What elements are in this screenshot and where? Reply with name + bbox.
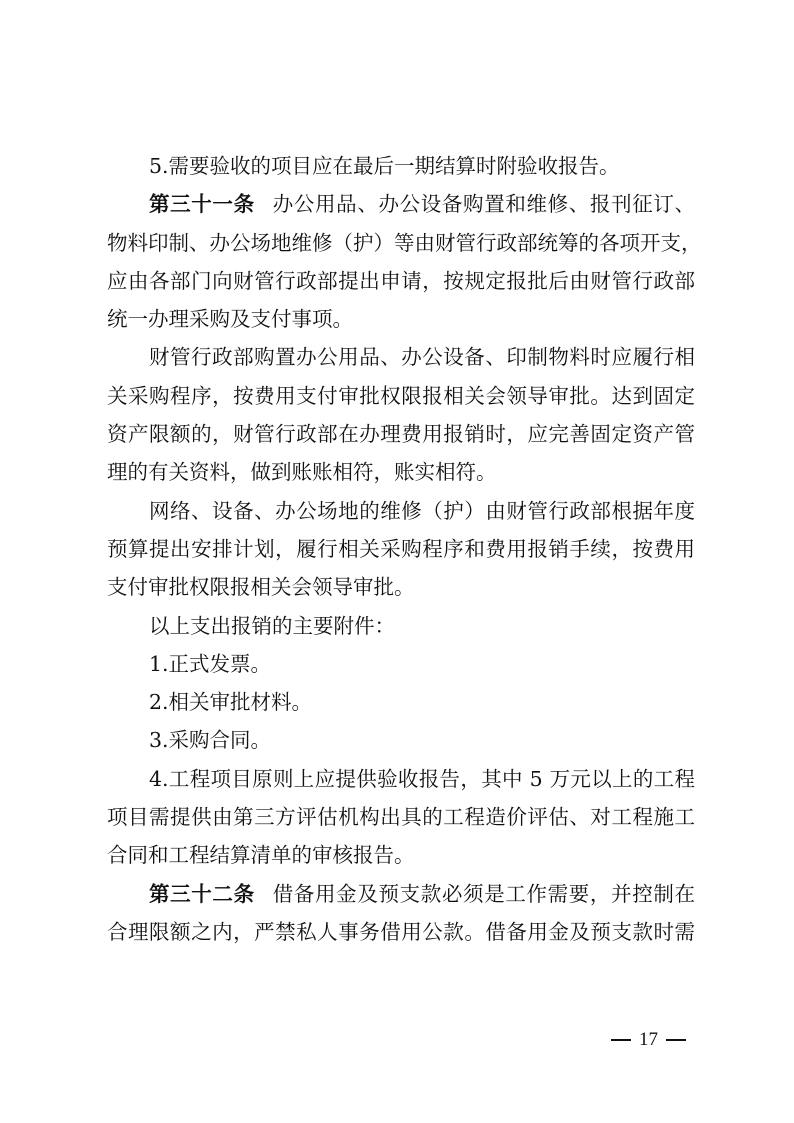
- text-line: 以上支出报销的主要附件：: [149, 613, 395, 638]
- text-line: 借备用金及预支款必须是工作需要，并控制在: [272, 881, 696, 906]
- list-item: 3.采购合同。: [149, 728, 272, 753]
- text-line: 理的有关资料，做到账账相符，账实相符。: [107, 460, 497, 485]
- article-heading: 第三十一条: [149, 192, 255, 217]
- list-item: 1.正式发票。: [149, 651, 272, 676]
- text-line: 网络、设备、办公场地的维修（护）由财管行政部根据年度: [149, 498, 695, 523]
- article-heading: 第三十二条: [149, 881, 255, 906]
- text-line: 物料印制、办公场地维修（护）等由财管行政部统筹的各项开支，: [107, 230, 702, 255]
- text-line: 办公用品、办公设备购置和维修、报刊征订、: [272, 192, 696, 217]
- body-text: [107, 147, 702, 951]
- dash-left: [611, 1039, 631, 1041]
- text-line: 合理限额之内，严禁私人事务借用公款。借备用金及预支款时需: [107, 919, 695, 944]
- text-line: 资产限额的，财管行政部在办理费用报销时，应完善固定资产管: [107, 422, 695, 447]
- text-line: 项目需提供由第三方评估机构出具的工程造价评估、对工程施工: [107, 805, 695, 830]
- article-line: [107, 875, 695, 913]
- text-line: 关采购程序，按费用支付审批权限报相关会领导审批。达到固定: [107, 383, 695, 408]
- text-line: 财管行政部购置办公用品、办公设备、印制物料时应履行相: [149, 345, 695, 370]
- text-line: 支付审批权限报相关会领导审批。: [107, 575, 415, 600]
- list-item: 2.相关审批材料。: [149, 690, 313, 715]
- dash-right: [666, 1039, 686, 1041]
- text-line: 预算提出安排计划，履行相关采购程序和费用报销手续，按费用: [107, 536, 695, 561]
- list-item: 4.工程项目原则上应提供验收报告，其中 5 万元以上的工程: [149, 766, 695, 791]
- page-number-value: 17: [639, 1029, 658, 1050]
- article-line: [107, 185, 695, 223]
- text-line: 合同和工程结算清单的审核报告。: [107, 843, 415, 868]
- text-line: 统一办理采购及支付事项。: [107, 307, 353, 332]
- text-line: 应由各部门向财管行政部提出申请，按规定报批后由财管行政部: [107, 268, 695, 293]
- page-number: [611, 1027, 701, 1053]
- text-line: 5.需要验收的项目应在最后一期结算时附验收报告。: [149, 154, 620, 178]
